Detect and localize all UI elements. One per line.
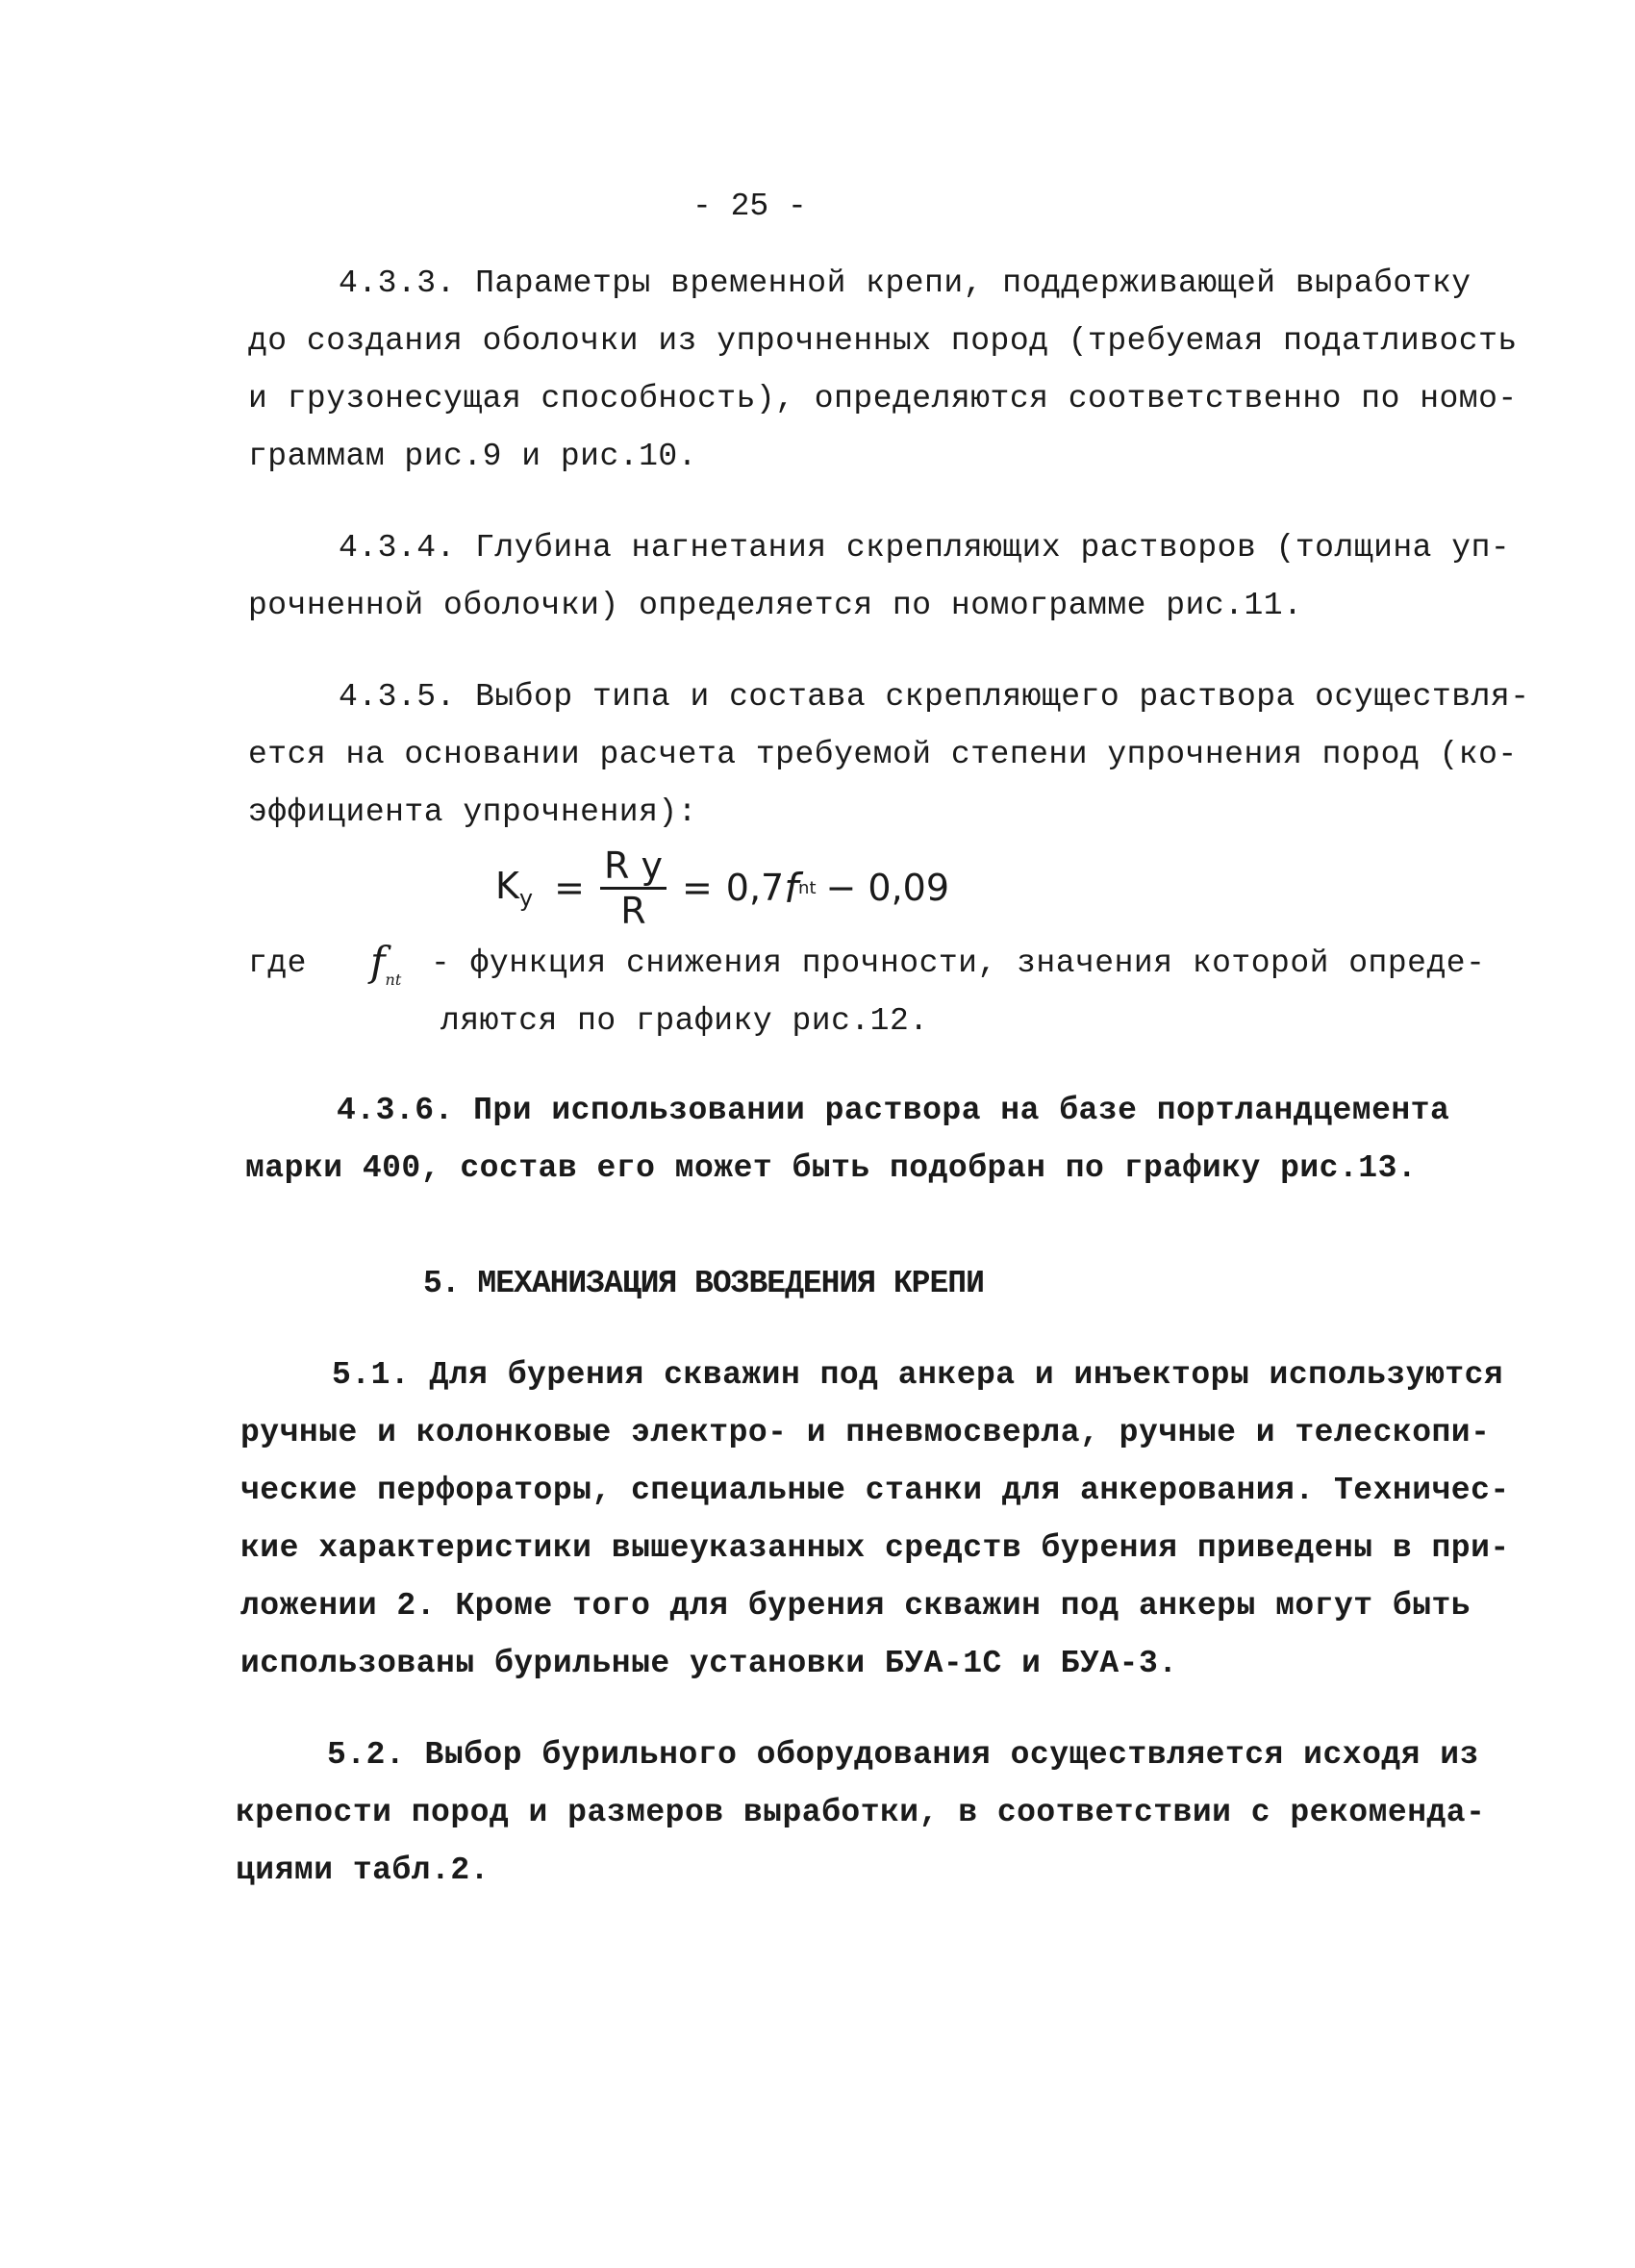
paragraph-5-2-line-3: циями табл.2.: [236, 1852, 490, 1888]
paragraph-4-3-3-line-4: граммам рис.9 и рис.10.: [248, 439, 697, 474]
formula-coefficient: 0,7: [725, 867, 785, 909]
paragraph-4-3-5-line-3: эффициента упрочнения):: [248, 794, 697, 830]
where-function-symbol: $f_{nt}$: [370, 938, 402, 989]
formula-function-symbol: f: [784, 864, 799, 912]
formula-function-subscript: nt: [798, 877, 817, 898]
where-label: где: [248, 945, 307, 981]
where-definition-line-2: ляются по графику рис.12.: [440, 1003, 929, 1039]
formula-numerator: R у: [600, 846, 667, 890]
formula-tail: − 0,09: [825, 867, 950, 909]
paragraph-5-1-line-3: ческие перфораторы, специальные станки для анкерования. Техничес-: [240, 1473, 1510, 1508]
paragraph-5-2-line-2: крепости пород и размеров выработки, в соответствии с рекоменда-: [236, 1795, 1486, 1830]
paragraph-4-3-4-line-2: рочненной оболочки) определяется по номограмме рис.11.: [248, 588, 1303, 623]
paragraph-4-3-3-line-2: до создания оболочки из упрочненных пород (требуемая податливость: [248, 323, 1518, 359]
paragraph-4-3-5-line-2: ется на основании расчета требуемой степени упрочнения пород (ко-: [248, 737, 1518, 772]
formula-denominator: R: [620, 889, 646, 932]
paragraph-4-3-6-line-1: 4.3.6. При использовании раствора на базе портландцемента: [337, 1093, 1450, 1128]
formula-fraction: [600, 846, 667, 930]
formula-lhs: $K_у$: [495, 864, 534, 912]
paragraph-5-1-line-5: ложении 2. Кроме того для бурения скважин под анкеры могут быть: [240, 1588, 1472, 1624]
paragraph-4-3-5-line-1: 4.3.5. Выбор типа и состава скрепляющего раствора осуществля-: [339, 679, 1530, 715]
section-5-heading: 5. МЕХАНИЗАЦИЯ ВОЗВЕДЕНИЯ КРЕПИ: [423, 1266, 984, 1301]
formula-equals-1: =: [554, 867, 585, 909]
hardening-coefficient-formula: [495, 844, 949, 931]
page-number: - 25 -: [692, 189, 807, 224]
paragraph-4-3-6-line-2: марки 400, состав его может быть подобран по графику рис.13.: [245, 1150, 1418, 1186]
paragraph-5-1-line-4: кие характеристики вышеуказанных средств бурения приведены в при-: [240, 1530, 1510, 1566]
paragraph-5-1-line-2: ручные и колонковые электро- и пневмосверла, ручные и телескопи-: [240, 1415, 1491, 1450]
where-definition-line-1: - функция снижения прочности, значения которой опреде-: [431, 945, 1486, 981]
paragraph-5-1-line-6: использованы бурильные установки БУА-1С и БУА-3.: [240, 1646, 1178, 1681]
paragraph-5-2-line-1: 5.2. Выбор бурильного оборудования осуществляется исходя из: [327, 1737, 1479, 1773]
formula-equals-2: =: [681, 867, 713, 909]
paragraph-5-1-line-1: 5.1. Для бурения скважин под анкера и инъекторы используются: [332, 1357, 1504, 1393]
paragraph-4-3-3-line-1: 4.3.3. Параметры временной крепи, поддерживающей выработку: [339, 265, 1472, 301]
paragraph-4-3-4-line-1: 4.3.4. Глубина нагнетания скрепляющих растворов (толщина уп-: [339, 530, 1511, 566]
paragraph-4-3-3-line-3: и грузонесущая способность), определяются соответственно по номо-: [248, 381, 1518, 416]
